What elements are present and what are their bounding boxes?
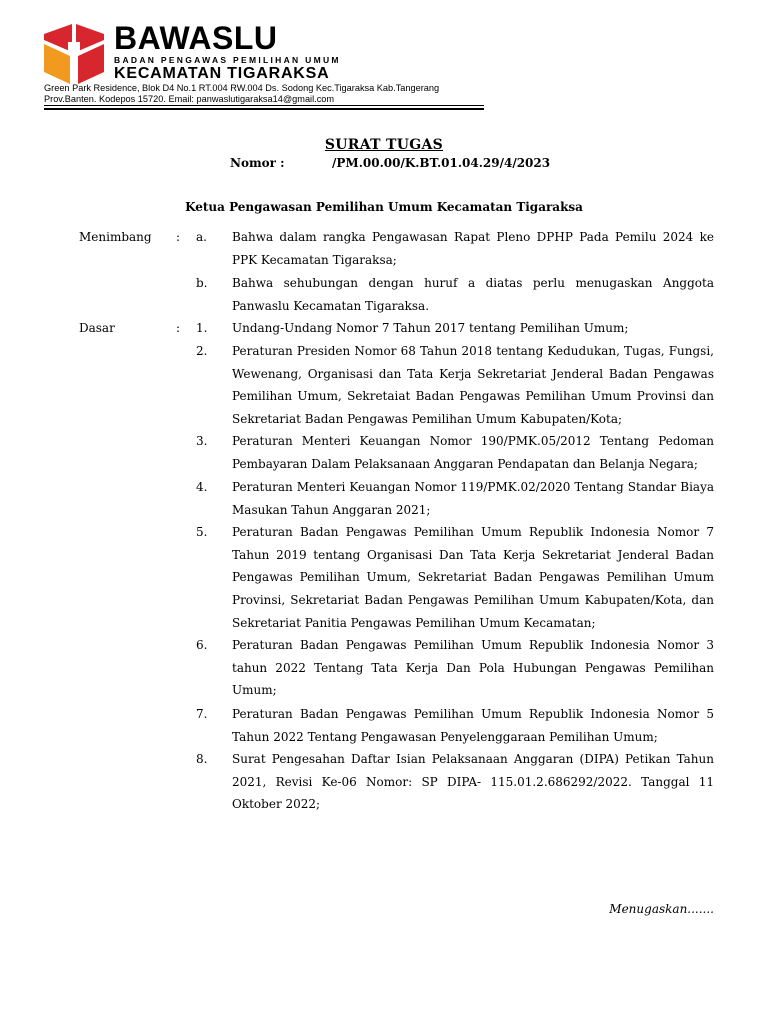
item-marker: b. xyxy=(196,276,208,290)
dasar-colon: : xyxy=(176,321,181,335)
item-text: Bahwa dalam rangka Pengawasan Rapat Pleno DPHP Pada Pemilu 2024 ke PPK Kecamatan Tigaraksa; xyxy=(232,230,714,267)
bawaslu-logo xyxy=(42,22,106,86)
menimbang-colon: : xyxy=(176,230,181,244)
item-marker: a. xyxy=(196,230,207,244)
nomor-label: Nomor : xyxy=(230,156,285,170)
item-text: Peraturan Badan Pengawas Pemilihan Umum Republik Indonesia Nomor 3 tahun 2022 Tentang Tata Kerja Dan Pola Hubungan Pengawas Pemilihan Umum; xyxy=(232,638,714,698)
document-title: SURAT TUGAS xyxy=(324,137,444,153)
item-marker: 1. xyxy=(196,321,208,335)
letterhead-rule-thin xyxy=(44,105,484,106)
item-text: Peraturan Badan Pengawas Pemilihan Umum Republik Indonesia Nomor 5 Tahun 2022 Tentang Pengawasan Penyelenggaraan Pemilihan Umum; xyxy=(232,707,714,744)
document-heading: Ketua Pengawasan Pemilihan Umum Kecamatan Tigaraksa xyxy=(185,200,583,214)
item-marker: 7. xyxy=(196,707,208,721)
dasar-label: Dasar xyxy=(79,321,115,335)
office-name: KECAMATAN TIGARAKSA xyxy=(114,65,330,82)
item-marker: 6. xyxy=(196,638,208,652)
nomor-value: /PM.00.00/K.BT.01.04.29/4/2023 xyxy=(332,156,551,170)
item-marker: 3. xyxy=(196,434,208,448)
item-text: Peraturan Presiden Nomor 68 Tahun 2018 tentang Kedudukan, Tugas, Fungsi, Wewenang, Organisasi dan Tata Kerja Sekretariat Jenderal Badan Pengawas Pemilihan Umum, Sekretaiat Badan Pengawas Pemilihan Umum Provinsi dan Sekretariat Badan Pengawas Pemilihan Umum Kabupaten/Kota; xyxy=(232,344,714,427)
org-name: BAWASLU xyxy=(114,20,278,56)
item-text: Peraturan Badan Pengawas Pemilihan Umum Republik Indonesia Nomor 7 Tahun 2019 tentang Organisasi Dan Tata Kerja Sekretariat Jenderal Badan Pengawas Pemilihan Umum, Sekretariat Badan Pengawas Pemilihan Umum Provinsi, Sekretariat Badan Pengawas Pemilihan Umum Kabupaten/Kota, dan Sekretariat Panitia Pengawas Pemilihan Umum Kecamatan; xyxy=(232,525,714,630)
letterhead-rule-thick xyxy=(44,108,484,110)
menimbang-label: Menimbang xyxy=(79,230,152,244)
item-text: Peraturan Menteri Keuangan Nomor 190/PMK.05/2012 Tentang Pedoman Pembayaran Dalam Pelaksanaan Anggaran Pendapatan dan Belanja Negara; xyxy=(232,434,714,471)
continuation-note: Menugaskan....... xyxy=(609,902,714,916)
item-text: Surat Pengesahan Daftar Isian Pelaksanaan Anggaran (DIPA) Petikan Tahun 2021, Revisi Ke-06 Nomor: SP DIPA- 115.01.2.686292/2022. Tanggal 11 Oktober 2022; xyxy=(232,752,714,812)
letterhead-address xyxy=(44,83,439,105)
item-marker: 2. xyxy=(196,344,208,358)
item-text: Bahwa sehubungan dengan huruf a diatas perlu menugaskan Anggota Panwaslu Kecamatan Tigaraksa. xyxy=(232,276,714,313)
item-marker: 4. xyxy=(196,480,208,494)
letterhead-brand xyxy=(114,21,341,83)
org-full-name: BADAN PENGAWAS PEMILIHAN UMUM xyxy=(114,55,341,65)
item-text: Peraturan Menteri Keuangan Nomor 119/PMK.02/2020 Tentang Standar Biaya Masukan Tahun Anggaran 2021; xyxy=(232,480,714,517)
item-marker: 8. xyxy=(196,752,208,766)
item-marker: 5. xyxy=(196,525,208,539)
address-line-2: Prov.Banten. Kodepos 15720. Email: panwaslutigaraksa14@gmail.com xyxy=(44,94,335,104)
address-line-1: Green Park Residence, Blok D4 No.1 RT.004 RW.004 Ds. Sodong Kec.Tigaraksa Kab.Tangerang xyxy=(44,83,440,93)
item-text: Undang-Undang Nomor 7 Tahun 2017 tentang Pemilihan Umum; xyxy=(232,321,629,335)
